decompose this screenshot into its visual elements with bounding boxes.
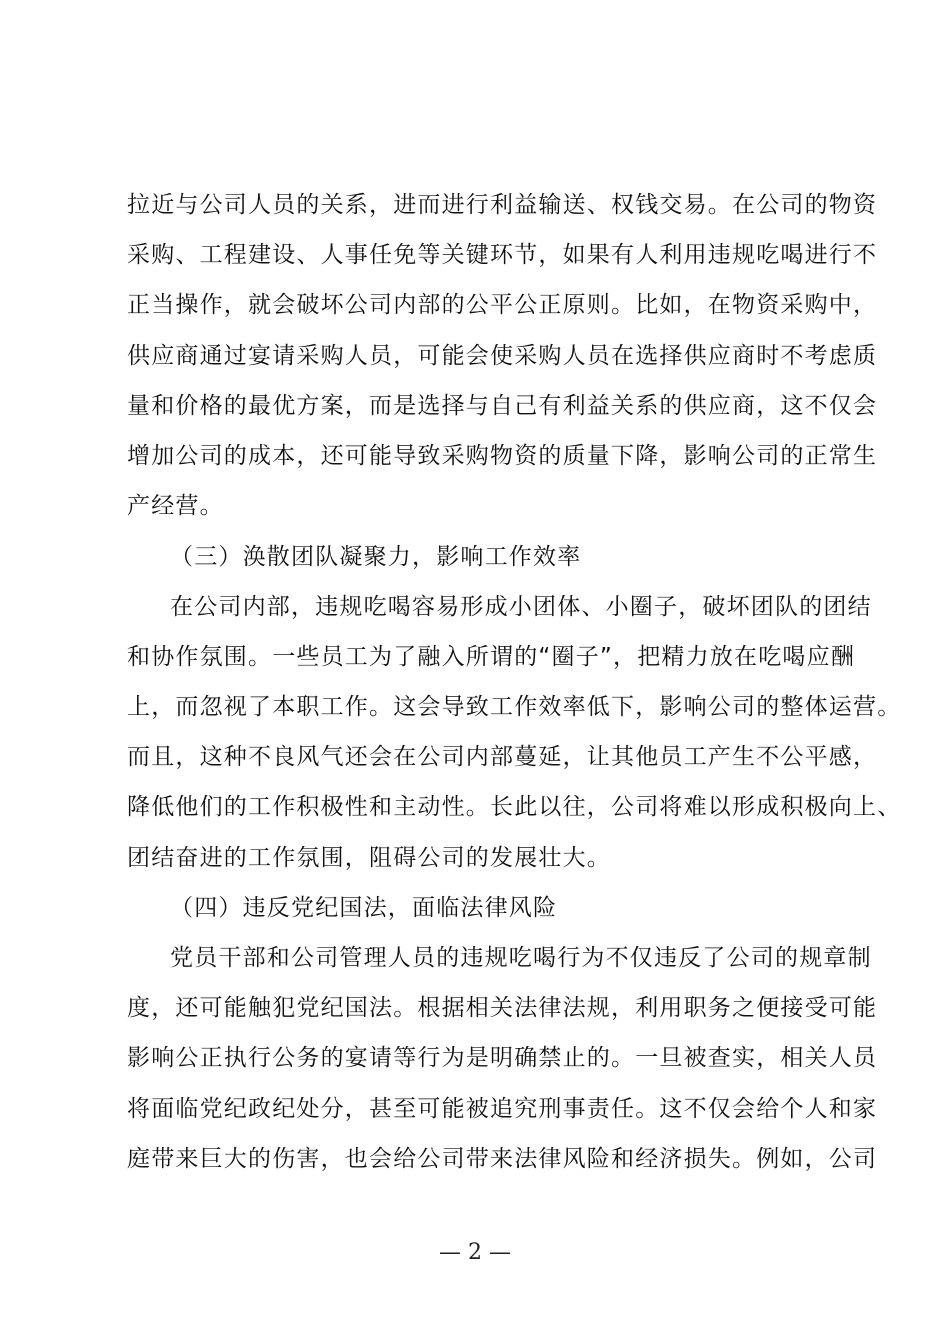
body-text-line: 正当操作，就会破坏公司内部的公平公正原则。比如，在物资采购中， bbox=[127, 292, 878, 318]
body-text-line: 增加公司的成本，还可能导致采购物资的质量下降，影响公司的正常生 bbox=[127, 443, 878, 469]
body-text-line: 上，而忽视了本职工作。这会导致工作效率低下，影响公司的整体运营。 bbox=[127, 694, 902, 720]
section-heading: （三）涣散团队凝聚力，影响工作效率 bbox=[170, 544, 582, 570]
body-text-line: 拉近与公司人员的关系，进而进行利益输送、权钱交易。在公司的物资 bbox=[127, 192, 878, 218]
body-text-line: 量和价格的最优方案，而是选择与自己有利益关系的供应商，这不仅会 bbox=[127, 393, 878, 419]
body-text-line: 和协作氛围。一些员工为了融入所谓的“圈子”，把精力放在吃喝应酬 bbox=[127, 644, 856, 670]
body-text-line: 而且，这种不良风气还会在公司内部蔓延，让其他员工产生不公平感， bbox=[127, 744, 878, 770]
body-text-line: 团结奋进的工作氛围，阻碍公司的发展壮大。 bbox=[127, 845, 611, 871]
body-text-line: 庭带来巨大的伤害，也会给公司带来法律风险和经济损失。例如，公司 bbox=[127, 1146, 878, 1172]
body-text-line: 采购、工程建设、人事任免等关键环节，如果有人利用违规吃喝进行不 bbox=[127, 242, 878, 268]
body-text-line: 将面临党纪政纪处分，甚至可能被追究刑事责任。这不仅会给个人和家 bbox=[127, 1096, 878, 1122]
body-text-line: 降低他们的工作积极性和主动性。长此以往，公司将难以形成积极向上、 bbox=[127, 794, 902, 820]
body-text-line: 党员干部和公司管理人员的违规吃喝行为不仅违反了公司的规章制 bbox=[170, 945, 872, 971]
body-text-line: 供应商通过宴请采购人员，可能会使采购人员在选择供应商时不考虑质 bbox=[127, 343, 878, 369]
body-text-line: 度，还可能触犯党纪国法。根据相关法律法规，利用职务之便接受可能 bbox=[127, 995, 878, 1021]
page-number: — 2 — bbox=[439, 1240, 511, 1265]
body-text-line: 影响公正执行公务的宴请等行为是明确禁止的。一旦被查实，相关人员 bbox=[127, 1045, 878, 1071]
body-text-line: 产经营。 bbox=[127, 493, 224, 519]
section-heading: （四）违反党纪国法，面临法律风险 bbox=[170, 895, 558, 921]
body-text-line: 在公司内部，违规吃喝容易形成小团体、小圈子，破坏团队的团结 bbox=[170, 594, 872, 620]
